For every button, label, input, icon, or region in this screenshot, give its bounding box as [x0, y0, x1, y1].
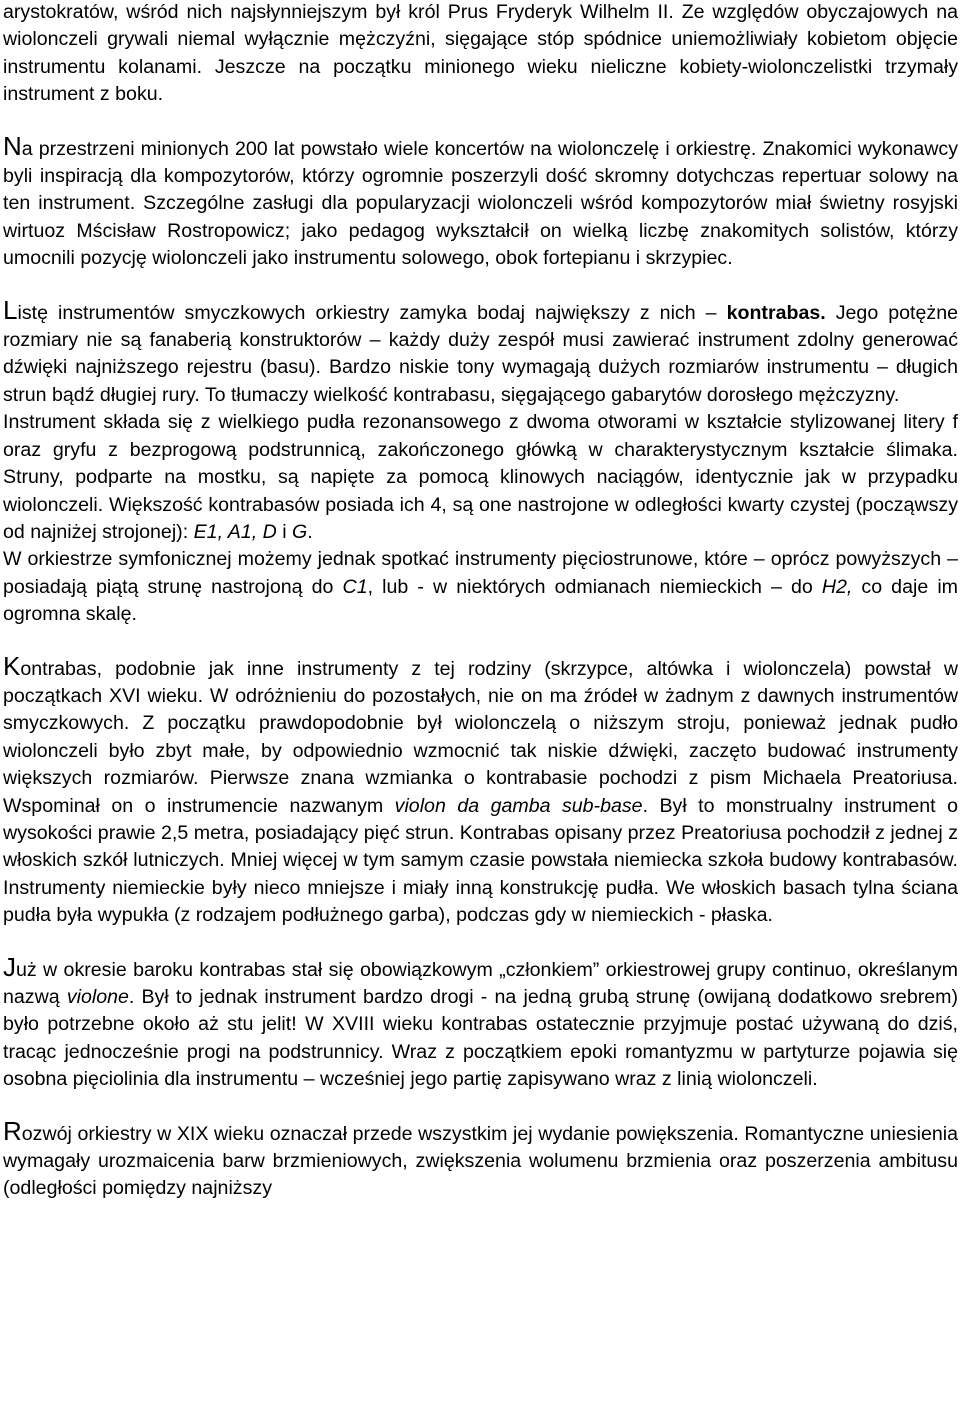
- paragraph-five-string: [3, 546, 958, 628]
- text-segment: istę instrumentów smyczkowych orkiestry zamyka bodaj największy z nich –: [17, 301, 727, 324]
- paragraph-double-bass-origins: [3, 650, 958, 930]
- text-segment: Instrument składa się z wielkiego pudła rezonansowego z dwoma otworami w kształcie stylizowanej litery f oraz gryfu z bezprogową podstrunnicą, zakończonego główką w charakterystycznym kształcie ślimaka. Struny, podparte na mostku, są napięte za pomocą klinowych naciągów, identycznie jak w przypadku wiolonczeli. Większość kontrabasów posiada ich 4, są one nastrojone w odległości kwarty czystej (począwszy od najniżej strojonej):: [3, 411, 958, 543]
- drop-initial: R: [3, 1115, 22, 1146]
- text-segment: ozwój orkiestry w XIX wieku oznaczał przede wszystkim jej wydanie powiększenia. Romantyczne uniesienia wymagały urozmaicenia barw brzmieniowych, zwiększenia wolumenu brzmienia oraz poszerzenia ambitusu (odległości pomiędzy najniższy: [3, 1122, 958, 1200]
- drop-initial: N: [3, 130, 22, 161]
- text-segment: arystokratów, wśród nich najsłynniejszym był król Prus Fryderyk Wilhelm II. Ze względów obyczajowych na wiolonczeli grywali niemal wyłącznie mężczyźni, sięgające stóp spódnice uniemożliwiały kobietom objęcie instrumentu kolanami. Jeszcze na początku minionego wieku nieliczne kobiety-wiolonczelistki trzymały instrument z boku.: [3, 1, 958, 106]
- text-segment: .: [307, 520, 313, 543]
- text-segment: uż w okresie baroku kontrabas stał się obowiązkowym „członkiem” orkiestrowej grupy continuo, określanym nazwą: [3, 958, 958, 1008]
- text-segment: a przestrzeni minionych 200 lat powstało wiele koncertów na wiolonczelę i orkiestrę. Znakomici wykonawcy byli inspiracją dla kompozytorów, którzy ogromnie poszerzyli dość skromny dotychczas repertuar solowy na ten instrument. Szczególne zasługi dla popularyzacji wiolonczeli wśród kompozytorów miał świetny rosyjski wirtuoz Mścisław Rostropowicz; jako pedagog wykształcił on wielką liczbę znakomitych solistów, którzy umocnili pozycję wiolonczeli jako instrumentu solowego, obok fortepianu i skrzypiec.: [3, 137, 958, 270]
- paragraph-cello-concertos: [3, 130, 958, 273]
- paragraph-double-bass-construction: [3, 409, 958, 546]
- italic-violone: violone: [66, 986, 129, 1008]
- drop-initial: K: [3, 650, 21, 681]
- paragraph-double-bass-intro: [3, 294, 958, 410]
- text-segment: . Był to monstrualny instrument o wysokości prawie 2,5 metra, posiadający pięć strun. Kontrabas opisany przez Preatoriusa pochodził z jednej z włoskich szkół lutniczych. Mniej więcej w tym samym czasie powstała niemiecka szkoła budowy kontrabasów. Instrumenty niemieckie były nieco mniejsze i miały inną konstrukcję pudła. We włoskich basach tylna ściana pudła była wypukła (z rodzajem podłużnego garba), podczas gdy w niemieckich - płaska.: [3, 794, 958, 927]
- text-segment: i: [276, 520, 292, 543]
- italic-note-name: H2,: [821, 575, 853, 598]
- italic-instrument-name: violon da gamba sub-base: [394, 794, 643, 817]
- italic-note-names: E1, A1, D: [193, 520, 277, 543]
- paragraph-baroque: [3, 951, 958, 1094]
- paragraph-19th-century: [3, 1115, 958, 1203]
- italic-note-name: C1: [342, 575, 368, 598]
- text-segment: co daje im ogromna skalę.: [3, 575, 958, 626]
- text-segment: ontrabas, podobnie jak inne instrumenty z tej rodziny (skrzypce, altówka i wiolonczela) powstał w początkach XVI wieku. W odróżnieniu do pozostałych, nie on ma źródeł w żadnym z dawnych instrumentów smyczkowych. Z początku prawdopodobnie był wiolonczelą o niższym stroju, ponieważ jednak pudło wiolonczeli było zbyt małe, by odpowiednio wzmocnić tak niskie dźwięki, zaczęto budować instrumenty większych rozmiarów. Pierwsze znana wzmianka o kontrabasie pochodzi z pism Michaela Preatoriusa. Wspominał on o instrumencie nazwanym: [3, 657, 958, 817]
- drop-initial: L: [3, 294, 18, 325]
- drop-initial: J: [3, 951, 16, 982]
- text-segment: . Był to jednak instrument bardzo drogi - na jedną grubą strunę (owijaną dodatkowo srebrem) było potrzebne około aż stu jelit! W XVIII wieku kontrabas ostatecznie przyjmuje postać używaną do dziś, tracąc jednocześnie progi na podstrunnicy. Wraz z początkiem epoki romantyzmu w partyturze pojawia się osobna pięciolinia dla instrumentu – wcześniej jego partię zapisywano wraz z linią wiolonczeli.: [3, 986, 958, 1091]
- bold-term-kontrabas: kontrabas.: [726, 301, 826, 324]
- text-segment: , lub - w niektórych odmianach niemieckich – do: [367, 575, 822, 598]
- text-segment: W orkiestrze symfonicznej możemy jednak spotkać instrumenty pięciostrunowe, które – oprócz powyższych – posiadają piątą strunę nastrojoną do: [3, 548, 958, 598]
- italic-note-name: G: [292, 520, 308, 543]
- paragraph-cello-history-end: [3, 0, 958, 109]
- text-segment: Jego potężne rozmiary nie są fanaberią konstruktorów – każdy duży zespół musi zawierać instrument zdolny generować dźwięki najniższego rejestru (basu). Bardzo niskie tony wymagają dużych rozmiarów instrumentu – długich strun bądź długiej rury. To tłumaczy wielkość kontrabasu, sięgającego gabarytów dorosłego mężczyzny.: [3, 301, 958, 406]
